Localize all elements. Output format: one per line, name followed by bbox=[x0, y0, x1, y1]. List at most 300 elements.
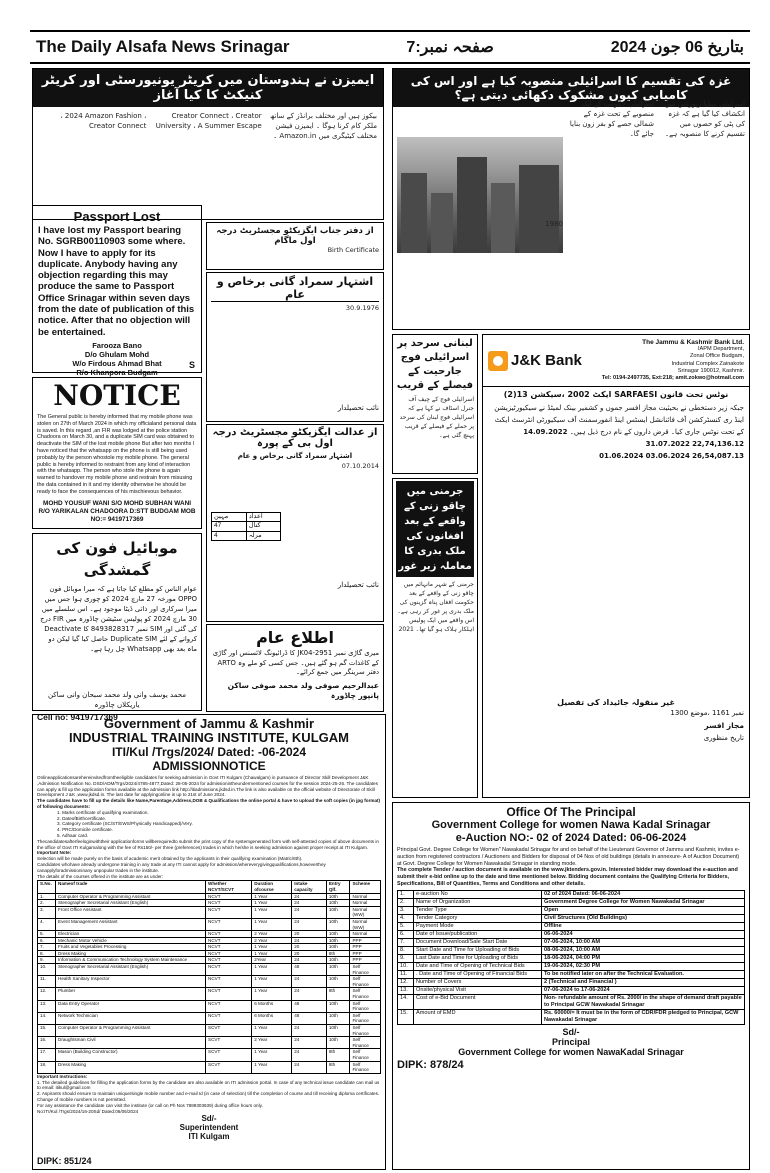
table-cell: Computer Operator & Programming Assistant bbox=[56, 1025, 206, 1037]
college-intro2: The complete Tender / auction document is available on the www.jktenders.gov.in. Interested bidder may download the e-auction and submit their e-bid online up to the date and time mentioned below. Bidding document contains the Qualifying Criteria for Bidders, Specifications, Bill of Quantities, Terms and Conditions and other details. bbox=[397, 867, 738, 887]
notice-title: NOTICE bbox=[53, 379, 181, 412]
mini-cell: کنال bbox=[246, 522, 280, 532]
ishtihar-naib: نائب تحصیلدار bbox=[337, 403, 379, 412]
table-cell: 15. bbox=[38, 1025, 56, 1037]
mobile-lost-headline: موبائیل فون کی گمشدگی bbox=[56, 539, 178, 579]
afghan-headline: جرمنی میں چاقو زنی کے واقعے کے بعد افغانوں کی ملک بدری کا معاملہ زیر غور bbox=[396, 481, 474, 577]
table-cell: Normal bbox=[350, 931, 381, 938]
table-cell: 10th bbox=[326, 1025, 350, 1037]
notice-body: The General public is hereby informed that my mobile phone was stolen on 27th of March 2024 in which my officialand personal data is saved. In this regard ,an FIR was lodged at the police station Chadoora on March 30, and a duplicate SIM card was obtained to deactivate the SIM of the lost mobile phone But after two months I have noticed that the whatsapp on the phone is still being used probably by the person whostole my mobile phone. The general public is hereby informed to restraint from any kind of interaction with the whatsapp. The person who stole the phone is again warned to handover my mobile phone and restrain from misusing the data contained in it and my identity otherwise he should be ready to face the consequences of his mischievous behavior. bbox=[37, 414, 197, 495]
iti-intro: Onlineapplicationsarehereinvitedfromtheeligible candidates for seeking admission in Govt ITI Kulgam (Chawalgam) in pursuance of Director Skill Development J&K ,Admission Notification No. DSD/ADM/Trgs/2024/4785-4877,Dated: 28-05-2024 for admissionintheundermentioned courses for the session 2024-25-26. The candidates can apply & fill up the application forms available at the admission link http://itiadmissions.jkdsd.in.The link is also available on the official website of Directorate of Skill Development J &K ,www.jkdsd.in. The last date for applyingonline is up to 21st of June 2024. bbox=[37, 775, 378, 798]
table-cell: PPP bbox=[350, 944, 381, 951]
table-cell: Self Finance bbox=[350, 1000, 381, 1012]
table-row bbox=[38, 893, 381, 900]
ishtihar-title: اشتہار سمراد گانی برخاص و عام bbox=[211, 275, 379, 302]
iti-details: The details of the courses offered in the institute are as under: bbox=[37, 873, 164, 879]
mobile-lost-cell: Cell no: 9419717369 bbox=[37, 712, 118, 722]
table-cell: 10th bbox=[326, 918, 350, 930]
iti-doc-item: 3. Category certificate (SC/ST/EWS/Physically Handicapped)/Very. bbox=[57, 821, 193, 827]
table-cell: 2 Year bbox=[252, 1037, 292, 1049]
birth-cert-title: از دفتر جناب ایگزیکٹو مجسٹریٹ درجہ اول ماگام bbox=[216, 226, 374, 246]
table-cell: 15. bbox=[398, 1009, 414, 1024]
table-cell: 02 of 2024 Dated: 06-06-2024 bbox=[542, 890, 745, 898]
jk-bank-name: The Jammu & Kashmir Bank Ltd. bbox=[642, 339, 744, 346]
table-cell: 1 Year bbox=[252, 893, 292, 900]
mini-cell: 47 bbox=[212, 522, 247, 532]
table-cell: 10th bbox=[326, 900, 350, 907]
jk-bank-date3: 03.06.2024 bbox=[645, 452, 690, 461]
table-cell: NCVT bbox=[206, 1012, 252, 1024]
iti-doc-item: 1. Marks certificate of qualifying examination. bbox=[57, 809, 149, 815]
table-cell: 12. bbox=[398, 978, 414, 986]
jk-bank-date4: 01.06.2024 bbox=[599, 452, 644, 461]
table-cell: Dress Making bbox=[56, 1061, 206, 1073]
table-cell: 5. bbox=[398, 922, 414, 930]
table-cell: 08-06-2024, 10:00 AM bbox=[542, 946, 745, 954]
table-cell: Stenographer Secretarial Assistant (English) bbox=[56, 964, 206, 976]
table-cell: 11. bbox=[38, 976, 56, 988]
table-cell: Normal bbox=[350, 900, 381, 907]
table-cell: 1 Year bbox=[252, 1049, 292, 1061]
table-cell: 48 bbox=[292, 1000, 327, 1012]
mobile-lost-body: عوام الناس کو مطلع کیا جاتا ہے کہ میرا موبائل فون OPPO مورخہ 27 مارچ 2024 کو چوری ہوا جس میں میرا سرکاری اور ذاتی ڈیٹا موجود ہے۔ اس سلسلے میں 30 مارچ 2024 کو پولیس سٹیشن چاڈورہ میں FIR درج کی گئی اور SIM نمبر 8493828317 کا Deactivate کروانے کے لئے Duplicate SIM حاصل کیا گیا لیکن دو ماہ بعد بھی Whatsapp چل رہا ہے۔ bbox=[40, 585, 197, 653]
table-row bbox=[398, 954, 745, 962]
table-cell: Date and Time of Opening of Technical Bids bbox=[414, 962, 542, 970]
table-cell: 1 Year bbox=[252, 906, 292, 918]
ishtihar-notice bbox=[206, 272, 384, 422]
table-row bbox=[38, 1000, 381, 1012]
table-row bbox=[38, 931, 381, 938]
table-cell: 24 bbox=[292, 900, 327, 907]
iti-important: Important Note: bbox=[37, 850, 72, 856]
table-cell: 2 (Technical and Financial ) bbox=[542, 978, 745, 986]
afghan-body: جرمنی کے شہر مانہائم میں چاقو زنی کے واقعے کے بعد حکومت افغان پناہ گزینوں کی ملک بدری پر غور کر رہی ہے۔ اس واقعے میں ایک پولیس اہلکار ہلاک ہو گیا تھا۔ bbox=[397, 581, 474, 633]
table-cell: NCVT bbox=[206, 906, 252, 918]
table-cell: Mechanic Motor Vehicle bbox=[56, 937, 206, 944]
notice-ad bbox=[32, 377, 202, 529]
bk-pora-subtitle: اشتہار سمراد گانی برخاص و عام bbox=[237, 452, 353, 460]
iti-dipk: DIPK: 851/24 bbox=[37, 1156, 92, 1166]
table-cell: Self Finance bbox=[350, 1049, 381, 1061]
iti-kulgam-notice bbox=[32, 714, 386, 1170]
table-cell: 10. bbox=[38, 964, 56, 976]
table-cell: Number of Covers bbox=[414, 978, 542, 986]
table-cell: 9. bbox=[38, 957, 56, 964]
iti-sign1: Superintendent bbox=[179, 1123, 239, 1133]
table-cell: 1 Year bbox=[252, 918, 292, 930]
table-cell: 12. bbox=[38, 988, 56, 1000]
table-cell: 8th bbox=[326, 1049, 350, 1061]
table-cell: Cost of e-Bid Document bbox=[414, 994, 542, 1009]
table-cell: 4. bbox=[398, 914, 414, 922]
table-row bbox=[38, 900, 381, 907]
table-cell: Electrician bbox=[56, 931, 206, 938]
passport-address: R/o Khanpora Budgam bbox=[76, 367, 158, 377]
iti-ref: ITI/Kul /Trgs/2024/ Dated: -06-2024 bbox=[111, 745, 307, 759]
table-row bbox=[38, 976, 381, 988]
table-cell: Self Finance bbox=[350, 1061, 381, 1073]
table-row bbox=[398, 906, 745, 914]
table-cell: Plumber bbox=[56, 988, 206, 1000]
table-row bbox=[38, 964, 381, 976]
table-cell: 9. bbox=[398, 954, 414, 962]
table-row bbox=[38, 918, 381, 930]
gaza-body-left bbox=[397, 219, 563, 327]
table-cell: 10th bbox=[326, 976, 350, 988]
table-cell: NCVT bbox=[206, 950, 252, 957]
table-cell: 19-06-2024, 02:30 PM bbox=[542, 962, 745, 970]
table-row bbox=[38, 988, 381, 1000]
table-cell: 10th bbox=[326, 1000, 350, 1012]
table-cell: 8th bbox=[326, 988, 350, 1000]
college-intro: Principal Govt. Degree College for Women" Nawakadal Srinagar for and on behalf of the Lieutenant Governor of Jammu and Kashmir, invites e-auction from registered contractors / Auctioners and Bidders for disposal of 04 Nos of old buildings (details in annexure- A of Auction Document) at Govt. Degree College for Women Nawakadal Srinagar in standing mode. bbox=[397, 847, 740, 867]
table-cell: . Date and Time of Opening of Financial Bids bbox=[414, 970, 542, 978]
table-cell: Self Finance bbox=[350, 1037, 381, 1049]
table-cell: Self Finance bbox=[350, 976, 381, 988]
mobile-lost-sign: محمد یوسف وانی ولد محمد سبحان وانی ساکن یاریکلاں چاڈورہ bbox=[47, 691, 187, 709]
college-sd: Sd/- bbox=[562, 1026, 580, 1037]
gaza-article bbox=[392, 68, 750, 330]
table-cell: 07-06-2024 to 17-06-2024 bbox=[542, 986, 745, 994]
table-cell: 24 bbox=[292, 918, 327, 930]
table-cell: NCVT bbox=[206, 964, 252, 976]
jk-bank-mauza: نمبر 1161 ،موضع 1300 bbox=[670, 709, 744, 718]
iti-selection: Selection will be made purely on the basis of academic merit obtained by the applicants in their qualifying examination (Matric/8th). bbox=[37, 856, 303, 862]
table-cell: 24 bbox=[292, 976, 327, 988]
jk-bank-logo-icon bbox=[488, 351, 508, 371]
table-row bbox=[38, 1049, 381, 1061]
table-cell: 10th bbox=[326, 964, 350, 976]
table-cell: NCVT bbox=[206, 976, 252, 988]
birth-cert-subtitle: Birth Certificate bbox=[327, 246, 379, 254]
ishtihar-date: 30.9.1976 bbox=[345, 304, 379, 312]
table-cell: Self Finance bbox=[350, 988, 381, 1000]
passport-body: I have lost my Passport bearing No. SGRB00110903 some where. Now I have to apply for its duplicate. Anybody having any objection regarding this may produce the same to Passport Office Srinagar within seven days from the date of publication of this notice. After that no objection will be entertained. bbox=[38, 225, 195, 338]
table-cell: 1 Year bbox=[252, 1061, 292, 1073]
itlaa-sign: عبدالرحیم صوفی ولد محمد صوفی ساکن پانپور چاڈورہ bbox=[227, 680, 379, 700]
itlaa-aam-notice bbox=[206, 624, 384, 712]
table-cell: Amount of EMD bbox=[414, 1009, 542, 1024]
table-cell: NCVT bbox=[206, 944, 252, 951]
lebanon-headline: لبنانی سرحد پر اسرائیلی فوج جارحیت کے فیصلے کے قریب bbox=[396, 338, 474, 391]
table-cell: 2 Year bbox=[252, 937, 292, 944]
table-cell: 24 bbox=[292, 1037, 327, 1049]
table-cell: 13. bbox=[398, 986, 414, 994]
iti-doc-item: 4. PRC/Domicile certificate. bbox=[57, 827, 113, 833]
iti-instr-item: For any assistance the candidate can visit the institute (or call on Ph Nos 7889303639) during office hours only. bbox=[37, 1102, 263, 1108]
table-cell: Onsite/physical Visit bbox=[414, 986, 542, 994]
mobile-lost-ad bbox=[32, 533, 202, 722]
table-cell: 24 bbox=[292, 957, 327, 964]
table-row bbox=[398, 938, 745, 946]
table-cell: Offline bbox=[542, 922, 745, 930]
table-row bbox=[398, 978, 745, 986]
gaza-year: 1980 bbox=[545, 220, 563, 228]
jk-bank-notice bbox=[482, 334, 750, 798]
table-cell: Non- refundable amount of Rs. 2000/ in the shape of demand draft payable to Principal GCW Nawakadal Srinagar bbox=[542, 994, 745, 1009]
table-cell: Dress Making bbox=[56, 950, 206, 957]
table-cell: NCVT bbox=[206, 918, 252, 930]
mini-cell: مہین bbox=[212, 512, 247, 522]
gaza-body: اسرائیلی میڈیا رپورٹس میں انکشاف کیا گیا ہے کہ غزہ کی پٹی کو حصوں میں تقسیم کرنے کا منصوبہ ہے۔ اسرائیلی حکومت کے ایک منصوبے کے تحت غزہ کے شمالی حصے کو بفر زون بنایا جائے گا۔ bbox=[569, 100, 745, 138]
table-cell: 1. bbox=[398, 890, 414, 898]
iti-doc-item: 2. DateofBirthcertificate. bbox=[57, 815, 107, 821]
table-cell: 10th bbox=[326, 931, 350, 938]
birth-cert-notice bbox=[206, 222, 384, 270]
iti-instr-item: 1. The detailed guidelines for filling the application forms by the candidate are also available on ITI admission portal. In case of any technical issue candidate can mail us to email: itikul@gmail.com bbox=[37, 1079, 380, 1091]
table-cell: Tender Category bbox=[414, 914, 542, 922]
table-row bbox=[38, 957, 381, 964]
iti-sd: Sd/- bbox=[201, 1114, 217, 1124]
table-cell: 1 Year bbox=[252, 964, 292, 976]
college-sign: Government College for women NawaKadal Srinagar bbox=[458, 1046, 684, 1057]
table-cell: 6. bbox=[398, 930, 414, 938]
table-row bbox=[398, 914, 745, 922]
th: Duration ofcourse bbox=[252, 881, 292, 893]
table-cell: 1 Year bbox=[252, 988, 292, 1000]
table-row bbox=[398, 986, 745, 994]
table-cell: Network Technician bbox=[56, 1012, 206, 1024]
gaza-body-right bbox=[569, 99, 745, 327]
iti-candidates: Candidates whohave already undergone training in any trade at any ITI cannot apply for admission/whereverygivingqualifications,howeverthey canapplyforadmissioninany unpopular trades in the institute. bbox=[37, 861, 326, 873]
jk-bank-brand: J&K Bank bbox=[511, 352, 582, 370]
table-cell: 3. bbox=[38, 906, 56, 918]
iti-inst: INDUSTRIAL TRAINING INSTITUTE, KULGAM bbox=[69, 730, 349, 745]
table-cell: SCVT bbox=[206, 1037, 252, 1049]
jk-bank-amount1: 22,74,136.12 bbox=[692, 440, 744, 449]
table-cell: 7. bbox=[398, 938, 414, 946]
table-row bbox=[398, 922, 745, 930]
passport-lost-ad bbox=[32, 205, 202, 377]
amazon-body: بیکوز ہیں اور مختلف برانڈز کے ساتھ ملکر کام کرنا ہوگا ۔ ایمیزن فیشن مختلف کیٹیگری میں Amazon.in ۔ Creator Connect ، Creator University ، A Summer Escape ، 2024 Amazon Fashion ، Creator Connect bbox=[60, 112, 377, 140]
page-number: صفحہ نمبر:7 bbox=[406, 39, 494, 56]
th: S.No. bbox=[38, 881, 56, 893]
table-cell: 8. bbox=[38, 950, 56, 957]
table-cell: Name of Organization bbox=[414, 898, 542, 906]
table-row bbox=[398, 1009, 745, 1024]
table-cell: SCVT bbox=[206, 1025, 252, 1037]
passport-title: Passport Lost bbox=[73, 209, 161, 224]
table-cell: NCVT bbox=[206, 931, 252, 938]
table-cell: 20 bbox=[292, 931, 327, 938]
jk-bank-contact: Tel: 0194-2497735, Ext:218; amit.zokwo@hotmail.com bbox=[601, 375, 744, 382]
table-row bbox=[38, 906, 381, 918]
table-cell: 48 bbox=[292, 1012, 327, 1024]
table-cell: 10th bbox=[326, 906, 350, 918]
table-cell: 24 bbox=[292, 1061, 327, 1073]
jk-bank-dept: IAPM Department, bbox=[697, 346, 744, 353]
iti-instr-list bbox=[37, 1080, 381, 1109]
table-row bbox=[398, 890, 745, 898]
table-cell: 17. bbox=[38, 1049, 56, 1061]
college-dipk: DIPK: 878/24 bbox=[397, 1058, 464, 1071]
table-cell: 10th bbox=[326, 1037, 350, 1049]
table-cell: 1 Year bbox=[252, 976, 292, 988]
iti-gov: Government of Jammu & Kashmir bbox=[103, 716, 315, 731]
table-cell: 10th bbox=[326, 944, 350, 951]
iti-note: Thecandidatesafterfeeloginwiththeir applicationforms willberequiredto submit the print copy of the systemgenerated form with self-attested copies of above documents in the office of Govt ITI Kulgamalong with the fee of Rs150/- per three (preferences) trades in which he/she is seeking admission against proper receipt at ITI Kulgam. bbox=[37, 838, 379, 850]
jk-bank-date2: 31.07.2022 bbox=[645, 440, 690, 449]
bk-pora-date: 07.10.2014 bbox=[341, 462, 379, 470]
college-title: Office Of The Principal bbox=[506, 805, 636, 819]
issue-date: بتاریخ 06 جون 2024 bbox=[610, 39, 744, 56]
table-cell: 2 Year bbox=[252, 931, 292, 938]
table-cell: 07-06-2024, 10:00 AM bbox=[542, 938, 745, 946]
table-cell: 1 Year bbox=[252, 950, 292, 957]
college-principal: Principal bbox=[551, 1036, 590, 1047]
iti-doc-item: 5. Adhaar card. bbox=[57, 832, 89, 838]
passport-name: Farooza Bano bbox=[92, 340, 142, 350]
table-cell: 10th bbox=[326, 1012, 350, 1024]
table-cell: 8th bbox=[326, 950, 350, 957]
jk-bank-amount2: 26,54,087.13 bbox=[692, 452, 744, 461]
table-cell: Self Finance bbox=[350, 1025, 381, 1037]
table-cell: NCVT bbox=[206, 893, 252, 900]
passport-relation: D/o Ghulam Mohd bbox=[84, 349, 150, 359]
iti-instr-title: Important Instructions: bbox=[37, 1073, 88, 1079]
table-cell: 20 bbox=[292, 944, 327, 951]
table-cell: 2. bbox=[398, 898, 414, 906]
college-enotice: e-Auction NO:- 02 of 2024 Dated: 06-06-2024 bbox=[455, 832, 687, 844]
table-cell: Normal (WW) bbox=[350, 918, 381, 930]
table-cell: 1 Year bbox=[252, 900, 292, 907]
table-cell: Rs. 60000/= It must be in the form of CDR/FDR pledged to Principal, GCW Nawakadal Srinagar bbox=[542, 1009, 745, 1024]
table-cell: Start Date and Time for Uploading of Bids bbox=[414, 946, 542, 954]
table-cell: Document Download/Sale Start Date bbox=[414, 938, 542, 946]
table-cell: 24 bbox=[292, 988, 327, 1000]
table-cell: NCVT bbox=[206, 1000, 252, 1012]
table-cell: Date of Issue/publication bbox=[414, 930, 542, 938]
table-cell: 1. bbox=[38, 893, 56, 900]
iti-docs-list bbox=[37, 810, 381, 839]
jk-bank-property-title: غیر منقولہ جائیداد کی تفصیل bbox=[557, 698, 675, 708]
iti-order-no: No:ITI/Kul /Trgs/2024/16-20Sd/ Dated:06/06/2024 bbox=[37, 1108, 139, 1114]
table-cell: Self Finance bbox=[350, 964, 381, 976]
table-cell: 6 Months bbox=[252, 1012, 292, 1024]
jk-bank-logo bbox=[488, 339, 582, 382]
table-cell: 24 bbox=[292, 906, 327, 918]
table-cell: 24 bbox=[292, 937, 327, 944]
jk-bank-office: Zonal Office Budgam, bbox=[690, 353, 744, 360]
table-cell: 8. bbox=[398, 946, 414, 954]
table-cell: Mason (Building Constructor) bbox=[56, 1049, 206, 1061]
iti-docs-intro: The candidates have to fill up the details like Name,Parentage,Address,DOB & Qualifications the online portal & have to upload the soft copies (in jpg format) of following documents: bbox=[37, 798, 381, 809]
table-row bbox=[398, 994, 745, 1009]
table-cell: To be notified later on after the Technical Evaluation. bbox=[542, 970, 745, 978]
table-cell: Payment Mode bbox=[414, 922, 542, 930]
afghan-article bbox=[392, 478, 478, 798]
table-cell: 2Year bbox=[252, 957, 292, 964]
table-row bbox=[38, 1061, 381, 1073]
th: Entry Qlf. bbox=[326, 881, 350, 893]
table-cell: Health Sanitary Inspector bbox=[56, 976, 206, 988]
masthead bbox=[30, 30, 750, 64]
table-row bbox=[398, 970, 745, 978]
jk-bank-date1: 14.09.2022 bbox=[523, 428, 568, 437]
th: Whether NCVT/SCVT bbox=[206, 881, 252, 893]
table-cell: Open bbox=[542, 906, 745, 914]
bk-pora-naib: نائب تحصیلدار bbox=[337, 581, 379, 589]
iti-table-header bbox=[38, 881, 381, 893]
table-row bbox=[38, 1025, 381, 1037]
table-cell: NCVT bbox=[206, 937, 252, 944]
table-row bbox=[38, 937, 381, 944]
table-cell: 1 Year bbox=[252, 944, 292, 951]
college-table bbox=[397, 890, 745, 1025]
table-cell: 24 bbox=[292, 1025, 327, 1037]
table-cell: 6. bbox=[38, 937, 56, 944]
table-cell: Fruits and Vegetables Processing bbox=[56, 944, 206, 951]
notice-signature: MOHD YOUSUF WANI S/O MOHD SUBHAN WANI R/O YARIKALAN CHADOORA D:STT BUDGAM MOB NO:= 9419717369 bbox=[38, 499, 196, 523]
table-cell: 48 bbox=[292, 964, 327, 976]
table-row bbox=[398, 930, 745, 938]
gaza-headline: غزہ کی تقسیم کا اسرائیلی منصوبہ کیا ہے اور اس کی کامیابی کیوں مشکوک دکھائی دیتی ہے؟ bbox=[393, 69, 749, 107]
itlaa-body: میری گاڑی نمبر JK04-2951 کا ڈرائیونگ لائسنس اور گاڑی کے کاغذات گم ہو گئے ہیں۔ جس کسی کو ملے وہ ARTO دفتر سرینگر میں جمع کرائے۔ bbox=[212, 649, 379, 676]
table-cell: 5. bbox=[38, 931, 56, 938]
iti-course-table bbox=[37, 880, 381, 1073]
passport-wife: W/o Firdous Ahmad Bhat bbox=[72, 358, 162, 368]
table-cell: Tender Type bbox=[414, 906, 542, 914]
lebanon-article bbox=[392, 334, 478, 474]
table-cell: SCVT bbox=[206, 1049, 252, 1061]
jk-bank-estate: Industrial Complex Zainakote bbox=[671, 360, 744, 367]
table-cell: 7. bbox=[38, 944, 56, 951]
table-row bbox=[398, 962, 745, 970]
table-row bbox=[38, 944, 381, 951]
table-cell: Draughtsman Civil bbox=[56, 1037, 206, 1049]
table-cell: Civil Structures (Old Buildings) bbox=[542, 914, 745, 922]
itlaa-title: اطلاع عام bbox=[256, 628, 334, 647]
table-cell: NCVT bbox=[206, 900, 252, 907]
table-cell: Front Office Assistant bbox=[56, 906, 206, 918]
college-auction-notice bbox=[392, 802, 750, 1170]
table-cell: 13. bbox=[38, 1000, 56, 1012]
th: Scheme bbox=[350, 881, 381, 893]
table-row bbox=[38, 1012, 381, 1024]
table-cell: Normal (WW) bbox=[350, 906, 381, 918]
table-row bbox=[398, 946, 745, 954]
table-row bbox=[38, 1037, 381, 1049]
table-cell: 20 bbox=[292, 950, 327, 957]
jk-bank-city: Srinagar 190012, Kashmir. bbox=[677, 367, 744, 374]
table-cell: 3. bbox=[398, 906, 414, 914]
table-cell: Stenographer Secretarial Assistant (English) bbox=[56, 900, 206, 907]
table-cell: e-auction No bbox=[414, 890, 542, 898]
table-cell: Last Date and Time for Uploading of Bids bbox=[414, 954, 542, 962]
table-cell: NCVT bbox=[206, 988, 252, 1000]
table-cell: 14. bbox=[398, 994, 414, 1009]
table-cell: Government Degree College for Women Nawakadal Srinagar bbox=[542, 898, 745, 906]
table-cell: 11. bbox=[398, 970, 414, 978]
table-cell: 1 Year bbox=[252, 1025, 292, 1037]
th: Nameof trade bbox=[56, 881, 206, 893]
jk-bank-body: جبکہ زیر دستخطی نے بحیثیت مجاز افسر جموں و کشمیر بینک لمیٹڈ نے سیکیورٹیزیشن اینڈ ری کنسٹرکشن آف فائنانشل ایسٹس اینڈ انفورسمنٹ آف سیکیورٹی انٹرسٹ ایکٹ کے تحت نوٹس جاری کیا۔ قرض داروں کے نام درج ذیل ہیں۔ bbox=[494, 404, 744, 437]
table-cell: PPP bbox=[350, 957, 381, 964]
table-cell: PPP bbox=[350, 937, 381, 944]
mini-cell: اعداد bbox=[246, 512, 280, 522]
table-cell: Information & Communication Technology System Maintenance bbox=[56, 957, 206, 964]
jk-bank-sign: مجاز افسر bbox=[704, 721, 744, 731]
table-cell: 6 Months bbox=[252, 1000, 292, 1012]
table-cell: 2. bbox=[38, 900, 56, 907]
amazon-headline: ایمیزن نے ہندوستان میں کریٹر یونیورسٹی اور کریٹر کنیکٹ کا کیا آغاز bbox=[33, 69, 383, 107]
table-cell: NCVT bbox=[206, 957, 252, 964]
jk-bank-title: نوٹس تحت قانون SARFAESI ایکٹ 2002 ،سیکشن 13(2) bbox=[503, 390, 729, 400]
paper-name: The Daily Alsafa News Srinagar bbox=[36, 37, 290, 56]
table-cell: 10th bbox=[326, 937, 350, 944]
table-cell: 10. bbox=[398, 962, 414, 970]
table-cell: 8th bbox=[326, 1061, 350, 1073]
